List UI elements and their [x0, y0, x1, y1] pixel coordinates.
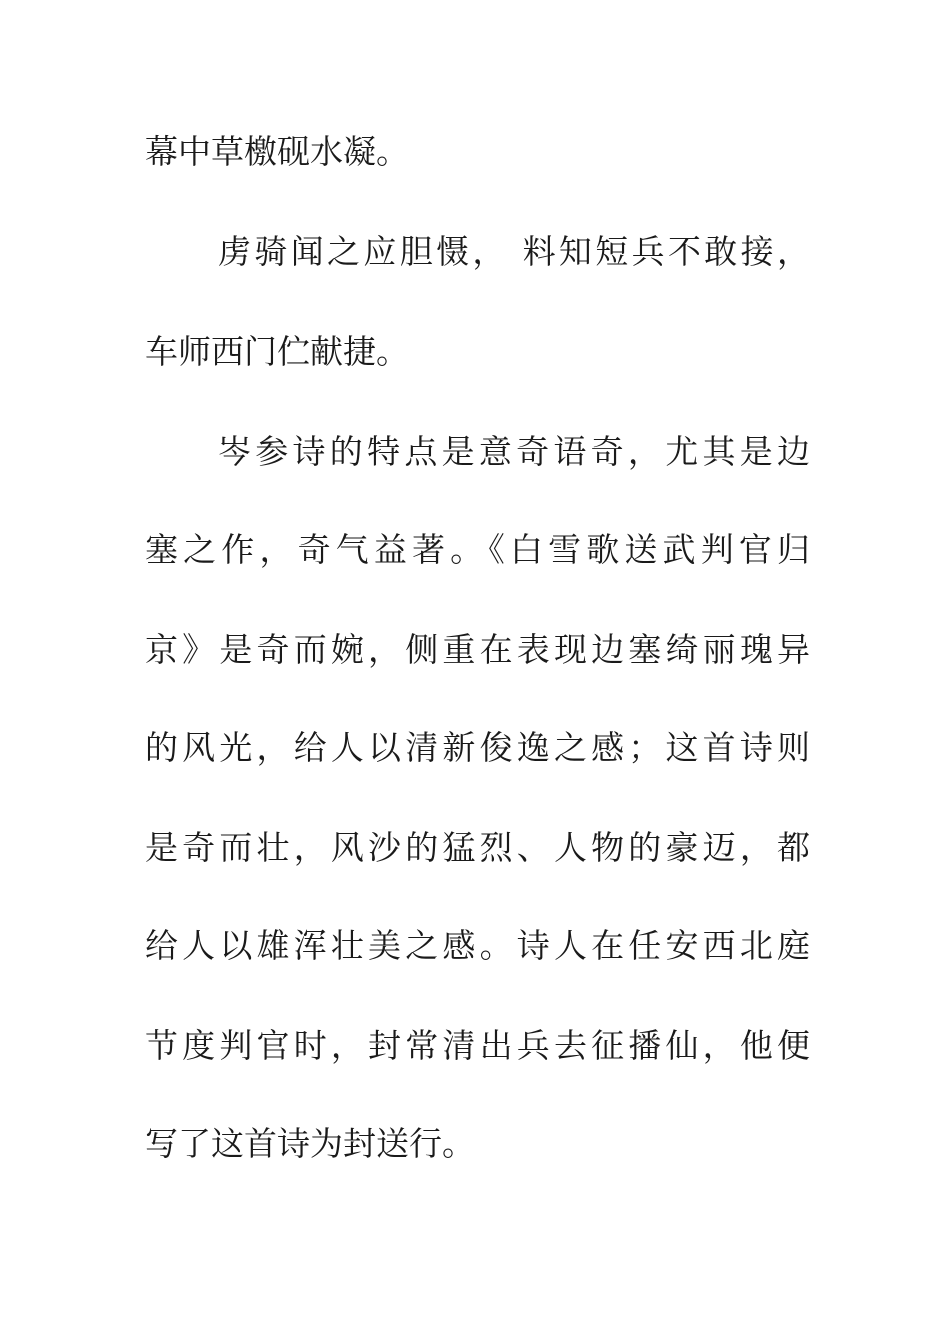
text-line: 幕中草檄砚水凝。 — [145, 132, 409, 171]
text-line: 车师西门伫献捷。 — [145, 332, 409, 371]
text-line: 的风光，给人以清新俊逸之感；这首诗则 — [145, 728, 810, 767]
text-line: 节度判官时，封常清出兵去征播仙，他便 — [145, 1026, 810, 1065]
text-line: 塞之作，奇气益著。《白雪歌送武判官归 — [145, 530, 810, 569]
text-line: 给人以雄浑壮美之感。诗人在任安西北庭 — [145, 926, 810, 965]
text-line: 岑参诗的特点是意奇语奇，尤其是边 — [218, 432, 810, 471]
text-line: 虏骑闻之应胆慑， 料知短兵不敢接， — [218, 232, 810, 271]
text-line: 是奇而壮，风沙的猛烈、人物的豪迈，都 — [145, 828, 810, 867]
text-line: 京》是奇而婉，侧重在表现边塞绮丽瑰异 — [145, 630, 810, 669]
text-line: 写了这首诗为封送行。 — [145, 1124, 475, 1163]
